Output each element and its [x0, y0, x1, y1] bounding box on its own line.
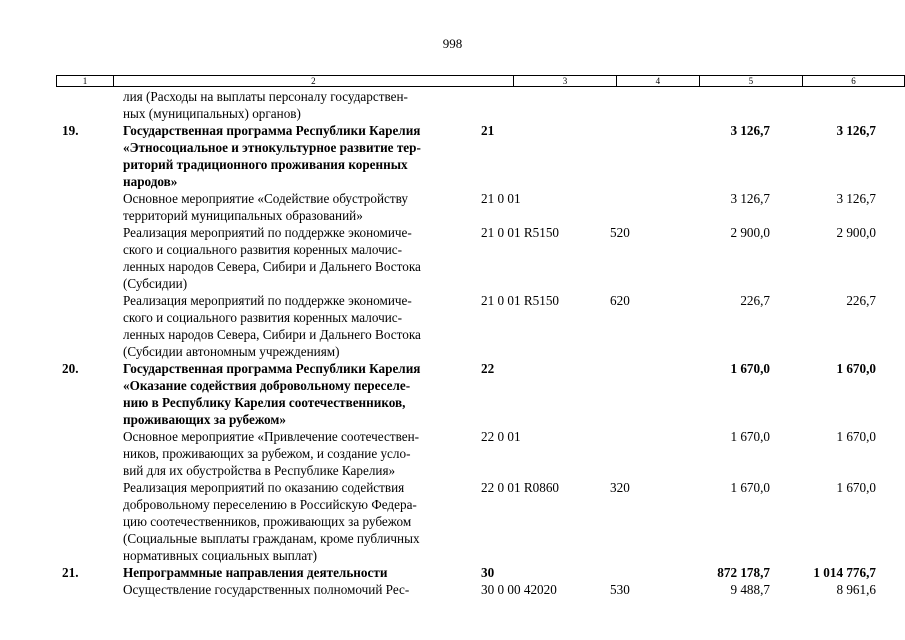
row-description [123, 190, 408, 224]
description-line: Реализация мероприятий по поддержке экономиче- [123, 225, 412, 240]
amount-year-2: 226,7 [846, 293, 876, 308]
amount-year-1: 9 488,7 [730, 582, 770, 597]
description-line: народов» [123, 174, 178, 189]
description-line: Основное мероприятие «Содействие обустройству [123, 191, 409, 206]
expense-type: 320 [610, 480, 630, 495]
description-line: Государственная программа Республики Карелия [123, 123, 421, 138]
row-description [123, 564, 387, 581]
description-line: проживающих за рубежом» [123, 412, 286, 427]
amount-year-2: 1 670,0 [836, 480, 876, 495]
table-row [0, 190, 905, 224]
description-line: ников, проживающих за рубежом, и создание усло- [123, 446, 411, 461]
row-number: 19. [62, 123, 79, 138]
col-header: 3 [513, 76, 616, 87]
amount-year-1: 1 670,0 [730, 480, 770, 495]
description-line: «Этносоциальное и этнокультурное развитие тер- [123, 140, 421, 155]
row-description [123, 292, 421, 360]
table-row [0, 292, 905, 360]
expense-type: 530 [610, 582, 630, 597]
amount-year-2: 2 900,0 [836, 225, 876, 240]
description-line: ского и социального развития коренных малочис- [123, 242, 403, 257]
amount-year-2: 1 670,0 [836, 361, 876, 376]
expense-type: 620 [610, 293, 630, 308]
page-number: 998 [442, 36, 463, 51]
target-code: 22 0 01 R0860 [481, 480, 560, 495]
amount-year-2: 1 014 776,7 [813, 565, 876, 580]
target-code: 30 0 00 42020 [481, 582, 557, 597]
row-number: 20. [62, 361, 79, 376]
description-line: Осуществление государственных полномочий Рес- [123, 582, 410, 597]
col-header: 1 [57, 76, 114, 87]
description-line: Непрограммные направления деятельности [123, 565, 388, 580]
description-line: ленных народов Севера, Сибири и Дальнего Востока [123, 327, 421, 342]
description-line: Государственная программа Республики Карелия [123, 361, 421, 376]
description-line: вий для их обустройства в Республике Карелия» [123, 463, 396, 478]
table-row [0, 581, 905, 598]
amount-year-1: 1 670,0 [730, 361, 770, 376]
table-row [0, 360, 905, 428]
table-row [0, 564, 905, 581]
row-description [123, 479, 420, 564]
amount-year-2: 1 670,0 [836, 429, 876, 444]
expense-type: 520 [610, 225, 630, 240]
target-code: 22 [481, 361, 495, 376]
table-row [0, 428, 905, 479]
target-code: 21 0 01 R5150 [481, 225, 560, 240]
row-description [123, 122, 421, 190]
description-line: (Социальные выплаты гражданам, кроме публичных [123, 531, 420, 546]
description-line: ского и социального развития коренных малочис- [123, 310, 403, 325]
description-line: добровольному переселению в Российскую Федера- [123, 497, 417, 512]
target-code: 30 [481, 565, 495, 580]
table-row [0, 122, 905, 190]
amount-year-2: 8 961,6 [836, 582, 876, 597]
amount-year-1: 872 178,7 [717, 565, 770, 580]
description-line: нормативных социальных выплат) [123, 548, 317, 563]
description-line: Реализация мероприятий по оказанию содействия [123, 480, 405, 495]
row-description [123, 581, 409, 598]
description-line: (Субсидии) [123, 276, 188, 291]
table-row [0, 479, 905, 564]
description-line: лия (Расходы на выплаты персоналу государствен- [123, 89, 408, 104]
target-code: 21 [481, 123, 495, 138]
description-line: (Субсидии автономным учреждениям) [123, 344, 340, 359]
table-row [0, 88, 905, 122]
row-description [123, 360, 420, 428]
target-code: 22 0 01 [481, 429, 521, 444]
column-header-table [56, 75, 905, 87]
description-line: Основное мероприятие «Привлечение соотечествен- [123, 429, 420, 444]
col-header: 5 [699, 76, 802, 87]
col-header: 6 [802, 76, 904, 87]
target-code: 21 0 01 [481, 191, 521, 206]
amount-year-1: 3 126,7 [730, 123, 770, 138]
description-line: территорий муниципальных образований» [123, 208, 363, 223]
amount-year-2: 3 126,7 [836, 123, 876, 138]
row-number: 21. [62, 565, 79, 580]
description-line: нию в Республику Карелия соотечественников, [123, 395, 406, 410]
row-description [123, 88, 408, 122]
description-line: «Оказание содействия добровольному переселе- [123, 378, 411, 393]
col-header: 4 [616, 76, 699, 87]
row-description [123, 428, 419, 479]
amount-year-1: 3 126,7 [730, 191, 770, 206]
amount-year-1: 2 900,0 [730, 225, 770, 240]
row-description [123, 224, 421, 292]
amount-year-1: 1 670,0 [730, 429, 770, 444]
col-header: 2 [113, 76, 513, 87]
target-code: 21 0 01 R5150 [481, 293, 560, 308]
amount-year-1: 226,7 [740, 293, 770, 308]
description-line: ленных народов Севера, Сибири и Дальнего Востока [123, 259, 421, 274]
budget-table-body [0, 88, 905, 598]
column-header-row [57, 76, 905, 87]
description-line: риторий традиционного проживания коренных [123, 157, 408, 172]
table-row [0, 224, 905, 292]
description-line: Реализация мероприятий по поддержке экономиче- [123, 293, 412, 308]
description-line: цию соотечественников, проживающих за рубежом [123, 514, 412, 529]
description-line: ных (муниципальных) органов) [123, 106, 301, 121]
amount-year-2: 3 126,7 [836, 191, 876, 206]
